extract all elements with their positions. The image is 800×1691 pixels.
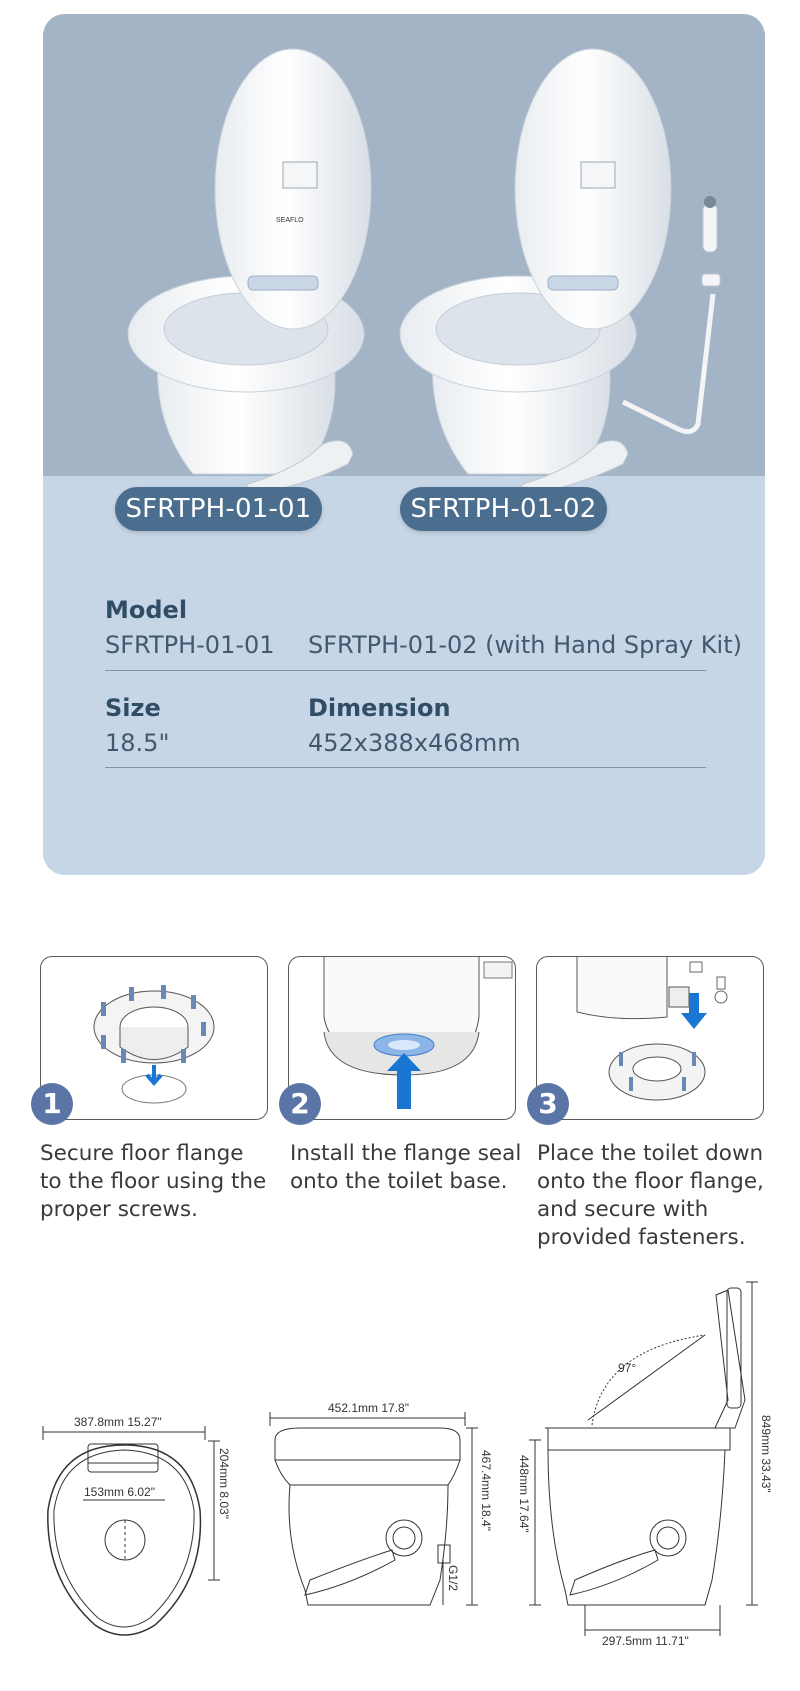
- floor-flange-icon: [41, 957, 267, 1119]
- step-3-text: [537, 1140, 777, 1252]
- toilet-image-sfrtph-01-01: [98, 44, 388, 514]
- step-line: onto the floor flange,: [537, 1169, 764, 1194]
- model-a-value: SFRTPH-01-01: [105, 631, 275, 659]
- total-height-label: 849mm 33.43": [759, 1415, 773, 1493]
- model-pill-sfrtph-01-02: SFRTPH-01-02: [400, 487, 607, 531]
- top-width-label: 387.8mm 15.27": [74, 1415, 162, 1429]
- top-view-drawing: [43, 1426, 220, 1635]
- front-height-label: 467.4mm 18.4": [479, 1450, 493, 1531]
- hand-spray-icon: [703, 204, 717, 252]
- step-line: provided fasteners.: [537, 1225, 746, 1250]
- toilet-image-sfrtph-01-02: [368, 44, 758, 514]
- divider: [105, 670, 706, 671]
- step-line: Place the toilet down: [537, 1141, 764, 1166]
- background-floor: [43, 476, 765, 875]
- step-line: proper screws.: [40, 1197, 198, 1222]
- step-3-illustration: [536, 956, 764, 1120]
- side-view-drawing: [529, 1282, 758, 1636]
- step-1-badge: 1: [31, 1083, 73, 1125]
- step-line: onto the toilet base.: [290, 1169, 508, 1194]
- toilet-mount-icon: [537, 957, 763, 1119]
- step-2-illustration: [288, 956, 516, 1120]
- step-1-illustration: [40, 956, 268, 1120]
- inlet-label: G1/2: [446, 1565, 460, 1592]
- flange-seal-icon: [289, 957, 515, 1119]
- dimension-label: Dimension: [308, 694, 451, 722]
- step-line: Secure floor flange: [40, 1141, 244, 1166]
- seat-angle-label: 97°: [618, 1361, 637, 1375]
- dimension-value: 452x388x468mm: [308, 729, 521, 757]
- step-3-badge: 3: [527, 1083, 569, 1125]
- divider: [105, 767, 706, 768]
- brand-logo: SEAFLO: [276, 217, 304, 224]
- model-label: Model: [105, 596, 188, 624]
- size-label: Size: [105, 694, 161, 722]
- top-outlet-label: 153mm 6.02": [84, 1485, 155, 1499]
- seat-height-label: 448mm 17.64": [517, 1455, 531, 1533]
- dimension-drawings: [0, 1260, 800, 1691]
- step-line: Install the flange seal: [290, 1141, 522, 1166]
- step-1-text: [40, 1140, 280, 1224]
- step-2-badge: 2: [279, 1083, 321, 1125]
- step-2-text: [290, 1140, 530, 1196]
- base-width-label: 297.5mm 11.71": [602, 1634, 689, 1648]
- step-line: and secure with: [537, 1197, 709, 1222]
- model-b-value: SFRTPH-01-02 (with Hand Spray Kit): [308, 631, 742, 659]
- front-width-label: 452.1mm 17.8": [328, 1401, 409, 1415]
- product-card: [43, 14, 765, 875]
- model-pill-sfrtph-01-01: SFRTPH-01-01: [115, 487, 322, 531]
- top-depth-label: 204mm 8.03": [217, 1448, 231, 1519]
- step-line: to the floor using the: [40, 1169, 267, 1194]
- size-value: 18.5": [105, 729, 170, 757]
